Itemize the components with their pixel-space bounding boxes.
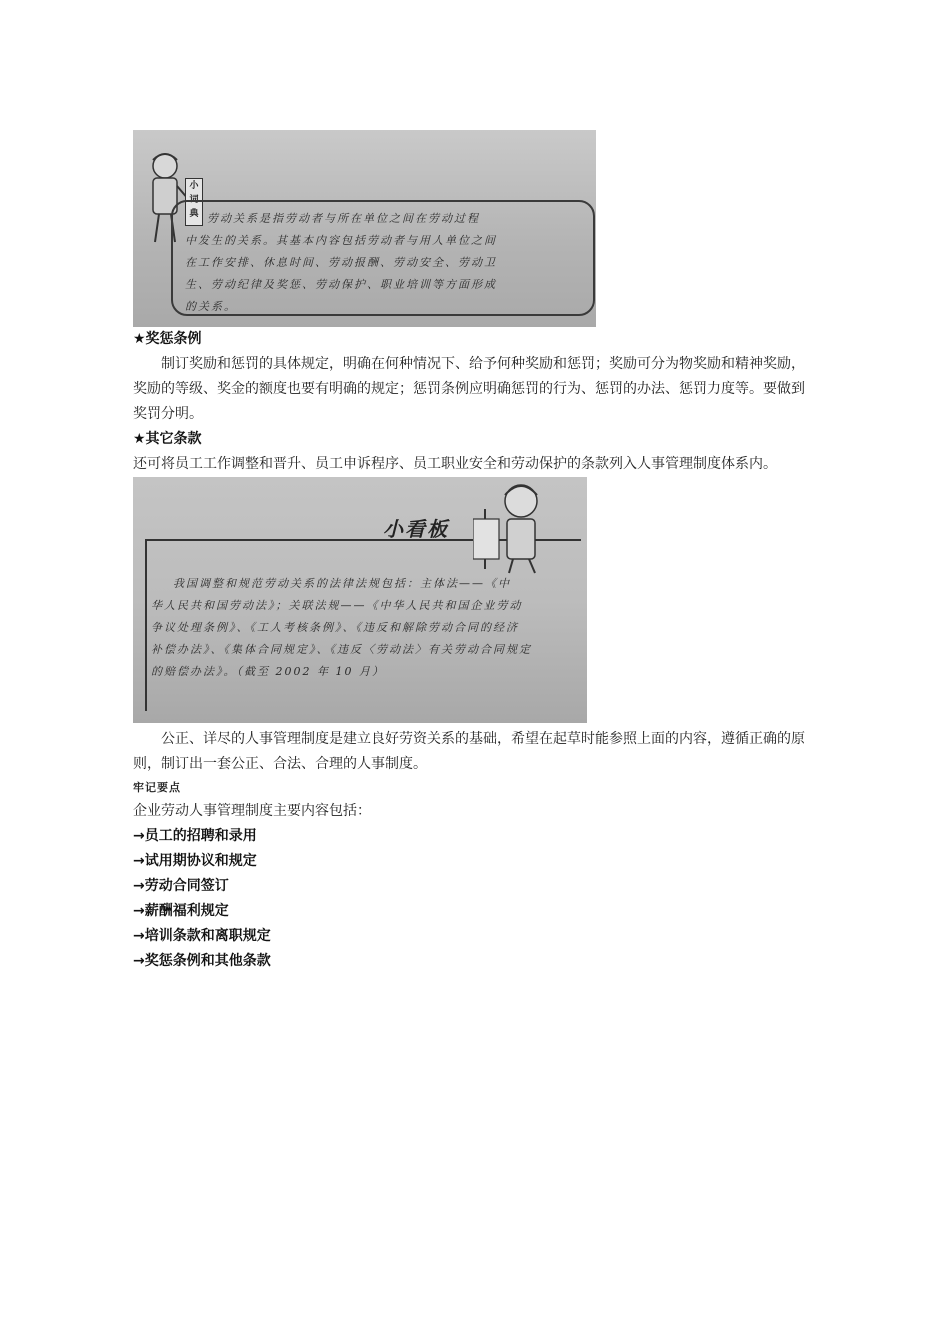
key-point-item: →薪酬福利规定 [133,903,229,919]
closing-paragraph: 公正、详尽的人事管理制度是建立良好劳资关系的基础，希望在起草时能参照上面的内容，遵循正确的原则，制订出一套公正、合法、合理的人事制度。 [133,731,805,772]
notice-line: 补偿办法》、《集体合同规定》、《违反〈劳动法〉有关劳动合同规定 [151,643,532,656]
notice-line: 我国调整和规范劳动关系的法律法规包括：主体法——《中 [173,577,511,590]
key-point-item: →劳动合同签订 [133,878,229,894]
notice-line: 华人民共和国劳动法》；关联法规——《中华人民共和国企业劳动 [151,599,523,612]
key-point-item: →培训条款和离职规定 [133,928,271,944]
cartoon-teacher-icon [473,479,563,575]
dictionary-line: 劳动关系是指劳动者与所在单位之间在劳动过程 [207,212,480,225]
dictionary-bubble [171,200,595,316]
notice-board-text [151,573,571,683]
key-point-item: →奖惩条例和其他条款 [133,953,271,969]
key-points-intro: 企业劳动人事管理制度主要内容包括： [133,803,371,819]
other-heading: ★其它条款 [133,431,202,447]
document-page [133,130,813,974]
notice-board-photo [133,477,587,723]
notice-board-title: 小看板 [383,517,449,541]
dictionary-tag: 小词典 [185,178,203,226]
dictionary-line: 生、劳动纪律及奖惩、劳动保护、职业培训等方面形成 [185,278,497,291]
rewards-paragraph: 制订奖励和惩罚的具体规定，明确在何种情况下、给予何种奖励和惩罚；奖励可分为物奖励和精神奖励，奖励的等级、奖金的额度也要有明确的规定；惩罚条例应明确惩罚的行为、惩罚的办法、惩罚力度等。要做到奖罚分明。 [133,356,805,422]
dictionary-line: 的关系。 [185,300,237,313]
rewards-heading: ★奖惩条例 [133,331,202,347]
key-points-heading: 牢记要点 [133,781,181,794]
notice-line: 的赔偿办法》。（截至 2002 年 10 月） [151,665,385,678]
key-point-item: →试用期协议和规定 [133,853,257,869]
dictionary-line: 中发生的关系。其基本内容包括劳动者与用人单位之间 [185,234,497,247]
dictionary-text [185,208,585,318]
other-paragraph: 还可将员工工作调整和晋升、员工申诉程序、员工职业安全和劳动保护的条款列入人事管理制度体系内。 [133,456,777,472]
dictionary-photo [133,130,596,327]
key-point-item: →员工的招聘和录用 [133,828,257,844]
dictionary-line: 在工作安排、休息时间、劳动报酬、劳动安全、劳动卫 [185,256,497,269]
notice-line: 争议处理条例》、《工人考核条例》、《违反和解除劳动合同的经济 [151,621,519,634]
